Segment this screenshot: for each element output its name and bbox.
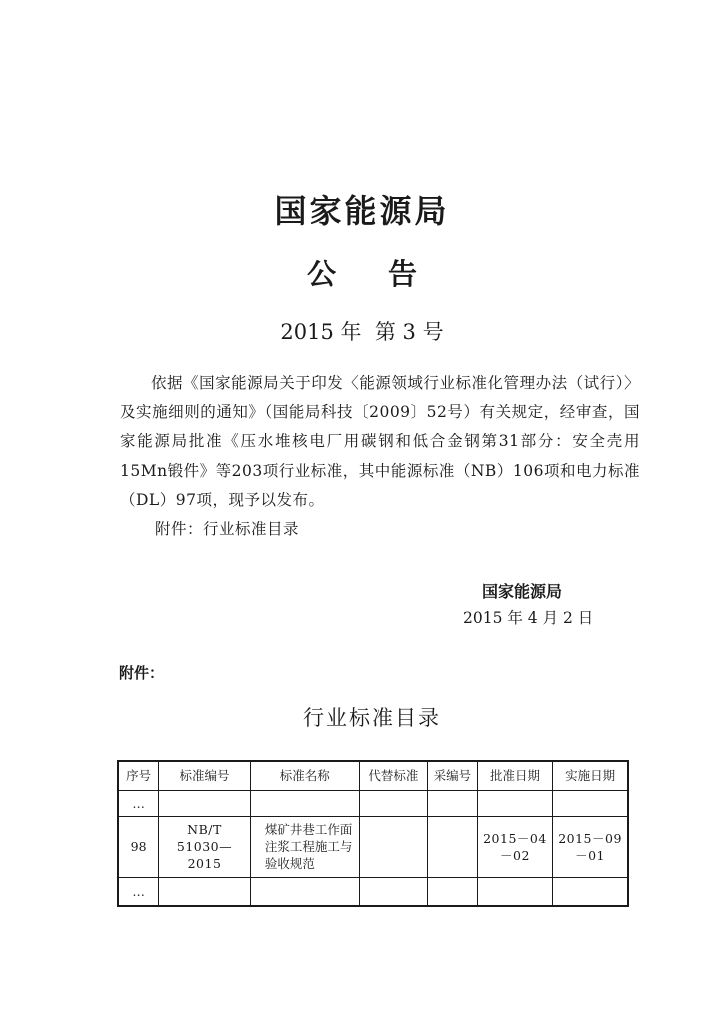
cell-name (250, 877, 359, 906)
cell-code (159, 816, 251, 877)
cell-replaces (359, 790, 427, 816)
table-row (118, 816, 628, 877)
table-header-row (118, 761, 628, 790)
cell-replaces (359, 877, 427, 906)
cell-seq: 98 (118, 816, 159, 877)
table-row (118, 790, 628, 816)
cell-code-line-1: NB/T (187, 822, 222, 837)
signature-org: 国家能源局 (482, 582, 563, 601)
col-header-name: 标准名称 (250, 761, 359, 790)
cell-code (159, 790, 251, 816)
cell-approve-date: 2015－04－02 (477, 816, 552, 877)
issue-number: 2015 年 第 3 号 (280, 320, 444, 344)
col-header-approve-date: 批准日期 (477, 761, 552, 790)
col-header-adopt: 采编号 (427, 761, 477, 790)
cell-name (250, 790, 359, 816)
cell-approve-date (477, 790, 552, 816)
cell-seq: … (118, 877, 159, 906)
cell-code (159, 877, 251, 906)
cell-seq: … (118, 790, 159, 816)
cell-code-line-2: 51030—2015 (176, 839, 233, 871)
cell-replaces (359, 816, 427, 877)
cell-adopt (427, 790, 477, 816)
col-header-seq: 序号 (118, 761, 159, 790)
catalog-title: 行业标准目录 (303, 706, 441, 730)
cell-adopt (427, 877, 477, 906)
notice-title-char-1: 公 (306, 257, 336, 291)
signature-date: 2015 年 4 月 2 日 (463, 609, 594, 627)
cell-approve-date (477, 877, 552, 906)
attachment-heading: 附件： (119, 664, 165, 682)
col-header-code: 标准编号 (159, 761, 251, 790)
notice-body-paragraph: 依据《国家能源局关于印发〈能源领域行业标准化管理办法（试行）〉及实施细则的通知》（国能局科技〔2009〕52号）有关规定，经审查，国家能源局批准《压水堆核电厂用碳钢和低合金钢第31部分：安全壳用15Mn锻件》等203项行业标准，其中能源标准（NB）106项和电力标准（DL）97项，现予以发布。 (120, 374, 640, 509)
agency-title: 国家能源局 (274, 192, 450, 230)
table-row (118, 877, 628, 906)
notice-title (0, 252, 724, 293)
col-header-effective-date: 实施日期 (553, 761, 628, 790)
cell-effective-date (553, 790, 628, 816)
cell-name: 煤矿井巷工作面注浆工程施工与验收规范 (250, 816, 359, 877)
cell-effective-date (553, 877, 628, 906)
cell-effective-date: 2015－09－01 (553, 816, 628, 877)
col-header-replaces: 代替标准 (359, 761, 427, 790)
standards-table (117, 760, 629, 907)
attachment-reference: 附件：行业标准目录 (155, 520, 300, 538)
cell-adopt (427, 816, 477, 877)
notice-title-char-2: 告 (388, 257, 418, 291)
